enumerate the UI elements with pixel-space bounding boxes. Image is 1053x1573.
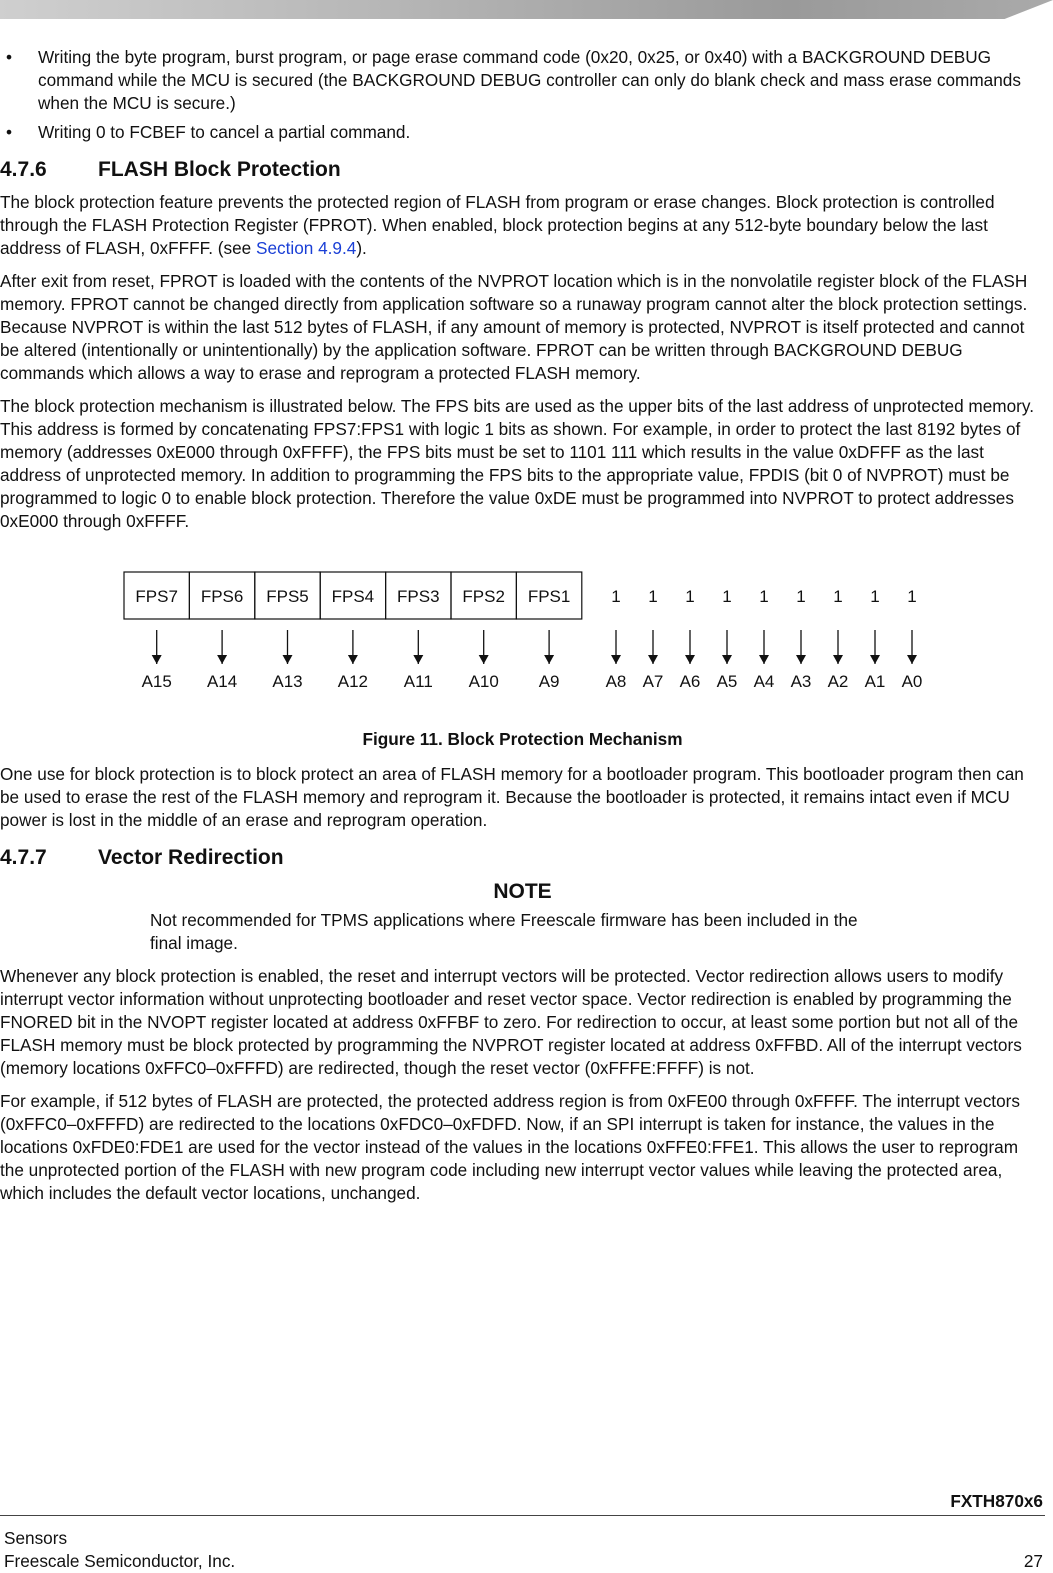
logic-one-bit: 1 xyxy=(796,587,806,606)
address-bit-label: A11 xyxy=(403,672,433,691)
header-bar xyxy=(0,0,1053,19)
block-protection-figure xyxy=(0,568,1045,728)
paragraph: The block protection mechanism is illustrated below. The FPS bits are used as the upper bits of the last address of unprotected memory. This address is formed by concatenating FPS7:FPS1 with logic 1 bits as shown. For example, in order to protect the last 8192 bytes of memory (addresses 0xE000 through 0xFFFF), the FPS bits must be set to 1101 111 which results in the value 0xDFFF as the last address of unprotected memory. In addition to programming the FPS bits to the appropriate value, FPDIS (bit 0 of NVPROT) must be programmed to logic 0 to enable block protection. Therefore the value 0xDE must be programmed into NVPROT to protect addresses 0xE000 through 0xFFFF. xyxy=(0,396,1035,531)
paragraph: One use for block protection is to block protect an area of FLASH memory for a bootloader program. This bootloader program then can be used to erase the rest of the FLASH memory and reprogram it. Because the bootloader is protected, it remains intact even if MCU power is lost in the middle of an erase and reprogram operation. xyxy=(0,764,1024,830)
address-bit-label: A14 xyxy=(206,672,238,691)
address-bit-label: A7 xyxy=(642,672,664,691)
page-content xyxy=(0,46,1045,1215)
note-body: Not recommended for TPMS applications where Freescale firmware has been included in the final image. xyxy=(150,910,858,953)
section-number: 4.7.6 xyxy=(0,158,47,181)
fps-bit-label: FPS7 xyxy=(135,587,178,606)
footer-doc-id: FXTH870x6 xyxy=(950,1491,1043,1511)
address-bit-label: A0 xyxy=(901,672,923,691)
bullet-icon: • xyxy=(6,47,13,67)
section-title: FLASH Block Protection xyxy=(98,158,341,181)
address-bit-label: A10 xyxy=(468,672,499,691)
list-item: • Writing 0 to FCBEF to cancel a partial command. xyxy=(6,122,411,142)
address-bit-label: A8 xyxy=(605,672,627,691)
bullet-list xyxy=(0,46,1045,144)
block-protection-diagram xyxy=(0,568,1045,728)
fps-bit-label: FPS2 xyxy=(462,587,505,606)
section-number: 4.7.7 xyxy=(0,846,47,869)
logic-one-bit: 1 xyxy=(907,587,917,606)
paragraph: Whenever any block protection is enabled, the reset and interrupt vectors will be protected. Vector redirection allows users to modify interrupt vector information without unprotecting bootloader and reset vector space. Vector redirection is enabled by programming the FNORED bit in the NVOPT register located at address 0xFFBF to zero. For redirection to occur, at least some portion but not all of the FLASH memory must be block protected by programming the NVPROT register located at address 0xFFBD. All of the interrupt vectors (memory locations 0xFFC0–0xFFFD) are redirected, though the reset vector (0xFFFE:FFFF) is not. xyxy=(0,966,1022,1078)
address-bit-label: A15 xyxy=(141,672,172,691)
logic-one-bit: 1 xyxy=(722,587,732,606)
note-title: NOTE xyxy=(493,880,552,903)
section-heading-4-7-7 xyxy=(0,844,1045,872)
footer-divider xyxy=(0,1515,1045,1516)
address-bit-label: A1 xyxy=(864,672,886,691)
fps-bit-label: FPS6 xyxy=(200,587,244,606)
logic-one-bit: 1 xyxy=(759,587,769,606)
address-bit-label: A13 xyxy=(272,672,303,691)
bullet-icon: • xyxy=(6,122,13,142)
section-title: Vector Redirection xyxy=(98,846,284,869)
fps-bit-label: FPS1 xyxy=(527,587,571,606)
paragraph: The block protection feature prevents the protected region of FLASH from program or erase changes. Block protection is controlled through the FLASH Protection Register (FPROT). When enabled, block protection begins at any 512-byte boundary below the last address of FLASH, 0xFFFF. (see Section 4.9.4). xyxy=(0,192,995,258)
figure-caption: Figure 11. Block Protection Mechanism xyxy=(362,729,683,749)
logic-one-bit: 1 xyxy=(833,587,843,606)
logic-one-bit: 1 xyxy=(870,587,880,606)
footer-company: Freescale Semiconductor, Inc. xyxy=(4,1551,236,1571)
fps-bit-label: FPS5 xyxy=(266,587,309,606)
address-bit-label: A4 xyxy=(753,672,775,691)
footer-sensors: Sensors xyxy=(4,1528,68,1548)
list-item: • Writing the byte program, burst program, or page erase command code (0x20, 0x25, or 0x40) with a BACKGROUND DEBUG command while the MCU is secured (the BACKGROUND DEBUG controller can only do blank check and mass erase commands when the MCU is secure.) xyxy=(6,47,1021,113)
paragraph: For example, if 512 bytes of FLASH are protected, the protected address region is from 0xFE00 through 0xFFFF. The interrupt vectors (0xFFC0–0xFFFD) are redirected to the locations 0xFDC0–0xFDFD. Now, if an SPI interrupt is taken for instance, the values in the locations 0xFDE0:FDE1 are used for the vector instead of the values in the locations 0xFFE0:FFE1. This allows the user to reprogram the unprotected portion of the FLASH with new program code including new interrupt vector values while leaving the protected area, which includes the default vector locations, unchanged. xyxy=(0,1091,1020,1203)
address-bit-label: A12 xyxy=(337,672,369,691)
address-bit-label: A3 xyxy=(790,672,812,691)
section-link[interactable]: Section 4.9.4 xyxy=(255,238,357,258)
logic-one-bit: 1 xyxy=(648,587,658,606)
logic-one-bit: 1 xyxy=(611,587,621,606)
page-number: 27 xyxy=(1023,1551,1043,1571)
logic-one-bit: 1 xyxy=(685,587,695,606)
address-bit-label: A9 xyxy=(538,672,560,691)
fps-bit-label: FPS3 xyxy=(397,587,440,606)
section-heading-4-7-6 xyxy=(0,156,1045,184)
address-bit-label: A5 xyxy=(716,672,738,691)
address-bit-label: A2 xyxy=(827,672,849,691)
fps-bit-label: FPS4 xyxy=(331,587,375,606)
paragraph: After exit from reset, FPROT is loaded with the contents of the NVPROT location which is in the nonvolatile register block of the FLASH memory. FPROT cannot be changed directly from application software so a runaway program cannot alter the block protection settings. Because NVPROT is within the last 512 bytes of FLASH, if any amount of memory is protected, NVPROT is itself protected and cannot be altered (intentionally or unintentionally) by the application software. FPROT can be written through BACKGROUND DEBUG commands which allows a way to erase and reprogram a protected FLASH memory. xyxy=(0,271,1028,383)
address-bit-label: A6 xyxy=(679,672,701,691)
